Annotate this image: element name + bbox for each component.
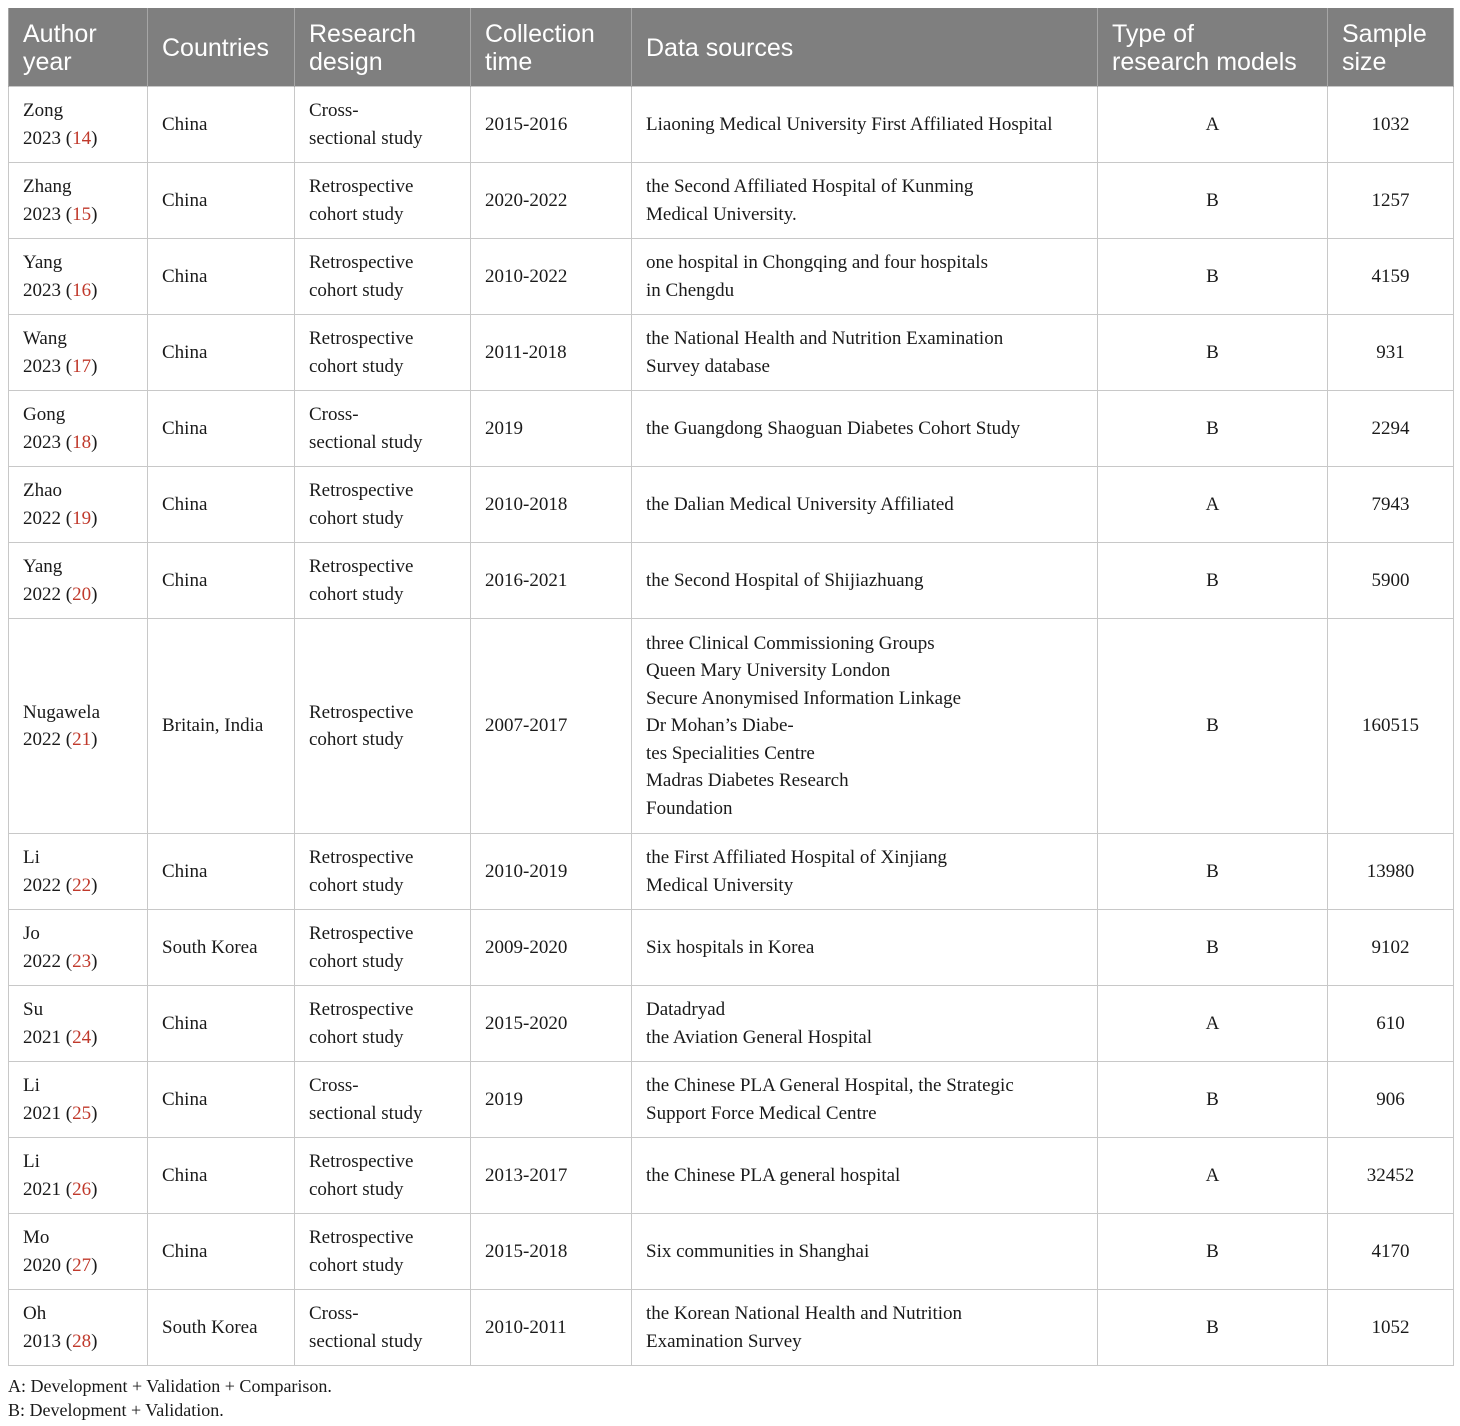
- cell-author-year: [9, 619, 148, 834]
- cell-model-type: A: [1098, 1138, 1328, 1214]
- cell-research-design: [295, 543, 471, 619]
- reference-number: 17: [72, 355, 92, 377]
- header-label-line: Research: [309, 20, 416, 48]
- cell-sample-size: 610: [1328, 986, 1454, 1062]
- cell-country: China: [148, 1214, 295, 1290]
- header-label-line: Sample: [1342, 20, 1427, 48]
- header-label-line: research models: [1112, 48, 1297, 76]
- year-value: 2023: [23, 355, 61, 377]
- year-line: 2022 (19): [23, 507, 98, 529]
- cell-sample-size: 906: [1328, 1062, 1454, 1138]
- author-name: Gong: [23, 404, 66, 425]
- cell-model-type: B: [1098, 315, 1328, 391]
- year-line: 2021 (24): [23, 1026, 98, 1048]
- header-countries: [148, 8, 295, 87]
- design-line: Retrospective: [309, 1151, 414, 1172]
- author-name: Su: [23, 999, 44, 1020]
- cell-model-type: B: [1098, 163, 1328, 239]
- cell-data-sources: [632, 163, 1098, 239]
- source-line: tes Specialities Centre: [646, 742, 815, 764]
- year-value: 2023: [23, 279, 61, 301]
- header-research-design: [295, 8, 471, 87]
- cell-country: China: [148, 834, 295, 910]
- footnote-a: A: Development + Validation + Comparison.: [8, 1376, 332, 1396]
- cell-data-sources: [632, 239, 1098, 315]
- cell-sample-size: 32452: [1328, 1138, 1454, 1214]
- cell-collection-time: 2015-2016: [471, 87, 632, 163]
- cell-data-sources: [632, 87, 1098, 163]
- reference-number: 25: [72, 1102, 92, 1124]
- design-line: Retrospective: [309, 923, 414, 944]
- cell-model-type: B: [1098, 910, 1328, 986]
- table-row: [9, 163, 1454, 239]
- table-row: [9, 619, 1454, 834]
- design-line: cohort study: [309, 950, 404, 972]
- reference-number: 18: [72, 431, 92, 453]
- source-line: the Korean National Health and Nutrition: [646, 1303, 963, 1324]
- table-body: [9, 87, 1454, 1366]
- author-name: Wang: [23, 328, 67, 349]
- author-name: Yang: [23, 556, 63, 577]
- header-label-line: Type of: [1112, 20, 1194, 48]
- cell-data-sources: [632, 1214, 1098, 1290]
- cell-author-year: [9, 87, 148, 163]
- source-line: Secure Anonymised Information Linkage: [646, 687, 962, 709]
- year-value: 2022: [23, 950, 61, 972]
- cell-model-type: B: [1098, 391, 1328, 467]
- year-line: 2021 (25): [23, 1102, 98, 1124]
- cell-data-sources: [632, 834, 1098, 910]
- year-line: 2023 (14): [23, 127, 98, 149]
- source-line: in Chengdu: [646, 279, 735, 301]
- cell-research-design: [295, 467, 471, 543]
- cell-author-year: [9, 467, 148, 543]
- cell-model-type: B: [1098, 543, 1328, 619]
- table-row: [9, 543, 1454, 619]
- cell-sample-size: 1052: [1328, 1290, 1454, 1366]
- cell-data-sources: [632, 467, 1098, 543]
- cell-collection-time: 2010-2019: [471, 834, 632, 910]
- header-author-year: [9, 8, 148, 87]
- year-line: 2023 (17): [23, 355, 98, 377]
- source-line: Six hospitals in Korea: [646, 936, 815, 958]
- year-line: 2022 (23): [23, 950, 98, 972]
- studies-table: [8, 8, 1454, 1366]
- cell-data-sources: [632, 391, 1098, 467]
- reference-number: 15: [72, 203, 92, 225]
- cell-research-design: [295, 315, 471, 391]
- year-value: 2022: [23, 507, 61, 529]
- design-line: sectional study: [309, 127, 423, 149]
- cell-author-year: [9, 315, 148, 391]
- header-label-line: design: [309, 48, 383, 76]
- source-line: three Clinical Commissioning Groups: [646, 632, 935, 654]
- reference-number: 16: [72, 279, 92, 301]
- author-name: Yang: [23, 252, 63, 273]
- source-line: the Chinese PLA General Hospital, the Strategic: [646, 1075, 1014, 1096]
- source-line: the Second Hospital of Shijiazhuang: [646, 569, 924, 591]
- table-row: [9, 1290, 1454, 1366]
- source-line: Medical University: [646, 874, 794, 896]
- year-line: 2022 (21): [23, 729, 98, 750]
- cell-author-year: [9, 1062, 148, 1138]
- cell-model-type: B: [1098, 1062, 1328, 1138]
- cell-model-type: A: [1098, 467, 1328, 543]
- header-sample-size: [1328, 8, 1454, 87]
- cell-research-design: [295, 1138, 471, 1214]
- design-line: cohort study: [309, 583, 404, 605]
- source-line: one hospital in Chongqing and four hospitals: [646, 252, 988, 273]
- design-line: cohort study: [309, 203, 404, 225]
- table-row: [9, 315, 1454, 391]
- header-label-line: Data sources: [646, 34, 794, 62]
- source-line: the Chinese PLA general hospital: [646, 1164, 901, 1186]
- source-line: Queen Mary University London: [646, 660, 891, 682]
- year-line: 2013 (28): [23, 1330, 98, 1352]
- cell-country: China: [148, 1062, 295, 1138]
- cell-model-type: B: [1098, 1290, 1328, 1366]
- author-name: Li: [23, 1075, 40, 1096]
- author-name: Li: [23, 847, 40, 868]
- table-row: [9, 87, 1454, 163]
- header-label-line: Author: [23, 20, 97, 48]
- table-row: [9, 239, 1454, 315]
- author-name: Li: [23, 1151, 40, 1172]
- reference-number: 22: [72, 874, 92, 896]
- design-line: Cross-: [309, 1075, 359, 1096]
- cell-country: China: [148, 986, 295, 1062]
- cell-collection-time: 2010-2018: [471, 467, 632, 543]
- year-line: 2022 (20): [23, 583, 98, 605]
- source-line: Datadryad: [646, 999, 726, 1020]
- cell-research-design: [295, 87, 471, 163]
- source-line: the Second Affiliated Hospital of Kunming: [646, 176, 974, 197]
- cell-sample-size: 7943: [1328, 467, 1454, 543]
- table-row: [9, 910, 1454, 986]
- cell-data-sources: [632, 543, 1098, 619]
- design-line: Cross-: [309, 1303, 359, 1324]
- cell-country: China: [148, 239, 295, 315]
- cell-country: China: [148, 1138, 295, 1214]
- source-line: the First Affiliated Hospital of Xinjiang: [646, 847, 947, 868]
- design-line: Retrospective: [309, 701, 414, 723]
- table-row: [9, 391, 1454, 467]
- author-name: Zong: [23, 100, 64, 121]
- cell-data-sources: [632, 1290, 1098, 1366]
- cell-collection-time: 2011-2018: [471, 315, 632, 391]
- table-container: [8, 8, 1453, 1422]
- source-line: the National Health and Nutrition Examination: [646, 328, 1004, 349]
- design-line: cohort study: [309, 355, 404, 377]
- author-name: Oh: [23, 1303, 47, 1324]
- cell-author-year: [9, 239, 148, 315]
- author-name: Nugawela: [23, 701, 101, 723]
- author-name: Zhang: [23, 176, 72, 197]
- cell-collection-time: 2020-2022: [471, 163, 632, 239]
- year-value: 2021: [23, 1026, 61, 1048]
- reference-number: 20: [72, 583, 92, 605]
- cell-collection-time: 2010-2022: [471, 239, 632, 315]
- design-line: Retrospective: [309, 1227, 414, 1248]
- source-line: the Guangdong Shaoguan Diabetes Cohort Study: [646, 417, 1021, 439]
- cell-collection-time: 2015-2020: [471, 986, 632, 1062]
- reference-number: 21: [72, 729, 92, 750]
- cell-research-design: [295, 619, 471, 834]
- year-value: 2020: [23, 1254, 61, 1276]
- header-row: [9, 8, 1454, 87]
- cell-research-design: [295, 1062, 471, 1138]
- header-label-line: year: [23, 48, 72, 76]
- cell-data-sources: [632, 1062, 1098, 1138]
- source-line: Medical University.: [646, 203, 797, 225]
- design-line: Retrospective: [309, 176, 414, 197]
- source-line: Dr Mohan’s Diabe-: [646, 715, 794, 737]
- cell-collection-time: 2016-2021: [471, 543, 632, 619]
- year-line: 2022 (22): [23, 874, 98, 896]
- cell-model-type: B: [1098, 834, 1328, 910]
- header-label-line: size: [1342, 48, 1387, 76]
- cell-data-sources: [632, 315, 1098, 391]
- year-value: 2023: [23, 127, 61, 149]
- cell-sample-size: 4170: [1328, 1214, 1454, 1290]
- design-line: cohort study: [309, 1254, 404, 1276]
- reference-number: 28: [72, 1330, 92, 1352]
- cell-country: Britain, India: [148, 619, 295, 834]
- author-name: Zhao: [23, 480, 63, 501]
- cell-research-design: [295, 834, 471, 910]
- cell-collection-time: 2007-2017: [471, 619, 632, 834]
- cell-author-year: [9, 391, 148, 467]
- year-value: 2021: [23, 1102, 61, 1124]
- design-line: Cross-: [309, 404, 359, 425]
- cell-research-design: [295, 910, 471, 986]
- design-line: Retrospective: [309, 480, 414, 501]
- source-line: Six communities in Shanghai: [646, 1240, 870, 1262]
- year-value: 2023: [23, 203, 61, 225]
- table-row: [9, 986, 1454, 1062]
- design-line: sectional study: [309, 1330, 423, 1352]
- year-value: 2022: [23, 729, 61, 750]
- cell-author-year: [9, 986, 148, 1062]
- cell-collection-time: 2019: [471, 1062, 632, 1138]
- cell-sample-size: 160515: [1328, 619, 1454, 834]
- header-data-sources: [632, 8, 1098, 87]
- reference-number: 27: [72, 1254, 92, 1276]
- year-line: 2023 (18): [23, 431, 98, 453]
- reference-number: 24: [72, 1026, 92, 1048]
- cell-sample-size: 4159: [1328, 239, 1454, 315]
- cell-author-year: [9, 1138, 148, 1214]
- footnotes: [8, 1374, 1453, 1422]
- cell-research-design: [295, 163, 471, 239]
- reference-number: 23: [72, 950, 92, 972]
- year-value: 2013: [23, 1330, 61, 1352]
- design-line: Retrospective: [309, 999, 414, 1020]
- header-label-line: Collection: [485, 20, 595, 48]
- source-line: Foundation: [646, 797, 733, 819]
- header-label-line: Countries: [162, 34, 269, 62]
- cell-sample-size: 931: [1328, 315, 1454, 391]
- cell-data-sources: [632, 619, 1098, 834]
- design-line: cohort study: [309, 279, 404, 301]
- cell-model-type: B: [1098, 239, 1328, 315]
- author-name: Mo: [23, 1227, 50, 1248]
- cell-sample-size: 9102: [1328, 910, 1454, 986]
- footnote-b: B: Development + Validation.: [8, 1400, 224, 1420]
- cell-sample-size: 13980: [1328, 834, 1454, 910]
- cell-collection-time: 2010-2011: [471, 1290, 632, 1366]
- cell-country: China: [148, 391, 295, 467]
- cell-author-year: [9, 1214, 148, 1290]
- source-line: Survey database: [646, 355, 770, 377]
- cell-research-design: [295, 1290, 471, 1366]
- cell-research-design: [295, 391, 471, 467]
- year-value: 2023: [23, 431, 61, 453]
- cell-collection-time: 2015-2018: [471, 1214, 632, 1290]
- cell-data-sources: [632, 986, 1098, 1062]
- source-line: Support Force Medical Centre: [646, 1102, 877, 1124]
- design-line: cohort study: [309, 1026, 404, 1048]
- design-line: cohort study: [309, 1178, 404, 1200]
- cell-country: China: [148, 87, 295, 163]
- cell-research-design: [295, 1214, 471, 1290]
- design-line: cohort study: [309, 874, 404, 896]
- design-line: Retrospective: [309, 847, 414, 868]
- cell-collection-time: 2019: [471, 391, 632, 467]
- design-line: Retrospective: [309, 328, 414, 349]
- cell-model-type: A: [1098, 986, 1328, 1062]
- source-line: Examination Survey: [646, 1330, 802, 1352]
- cell-model-type: B: [1098, 619, 1328, 834]
- design-line: cohort study: [309, 729, 404, 750]
- cell-collection-time: 2009-2020: [471, 910, 632, 986]
- year-value: 2021: [23, 1178, 61, 1200]
- cell-sample-size: 1032: [1328, 87, 1454, 163]
- cell-research-design: [295, 986, 471, 1062]
- year-value: 2022: [23, 874, 61, 896]
- cell-author-year: [9, 543, 148, 619]
- header-collection-time: [471, 8, 632, 87]
- year-value: 2022: [23, 583, 61, 605]
- table-row: [9, 1062, 1454, 1138]
- table-row: [9, 1214, 1454, 1290]
- cell-research-design: [295, 239, 471, 315]
- cell-author-year: [9, 1290, 148, 1366]
- cell-country: China: [148, 467, 295, 543]
- cell-country: China: [148, 543, 295, 619]
- cell-author-year: [9, 910, 148, 986]
- design-line: cohort study: [309, 507, 404, 529]
- source-line: Madras Diabetes Research: [646, 770, 849, 792]
- reference-number: 14: [72, 127, 92, 149]
- year-line: 2020 (27): [23, 1254, 98, 1276]
- cell-model-type: A: [1098, 87, 1328, 163]
- cell-sample-size: 1257: [1328, 163, 1454, 239]
- cell-author-year: [9, 163, 148, 239]
- cell-author-year: [9, 834, 148, 910]
- source-line: the Dalian Medical University Affiliated: [646, 493, 954, 515]
- design-line: sectional study: [309, 431, 423, 453]
- cell-country: China: [148, 315, 295, 391]
- cell-country: South Korea: [148, 1290, 295, 1366]
- header-model-type: [1098, 8, 1328, 87]
- design-line: sectional study: [309, 1102, 423, 1124]
- source-line: the Aviation General Hospital: [646, 1026, 873, 1048]
- reference-number: 26: [72, 1178, 92, 1200]
- cell-collection-time: 2013-2017: [471, 1138, 632, 1214]
- table-row: [9, 1138, 1454, 1214]
- design-line: Retrospective: [309, 556, 414, 577]
- author-name: Jo: [23, 923, 40, 944]
- header-label-line: time: [485, 48, 533, 76]
- table-row: [9, 467, 1454, 543]
- source-line: Liaoning Medical University First Affiliated Hospital: [646, 113, 1053, 135]
- cell-data-sources: [632, 910, 1098, 986]
- table-row: [9, 834, 1454, 910]
- cell-data-sources: [632, 1138, 1098, 1214]
- cell-sample-size: 5900: [1328, 543, 1454, 619]
- reference-number: 19: [72, 507, 92, 529]
- cell-model-type: B: [1098, 1214, 1328, 1290]
- cell-sample-size: 2294: [1328, 391, 1454, 467]
- cell-country: South Korea: [148, 910, 295, 986]
- year-line: 2023 (16): [23, 279, 98, 301]
- cell-country: China: [148, 163, 295, 239]
- design-line: Cross-: [309, 100, 359, 121]
- year-line: 2023 (15): [23, 203, 98, 225]
- year-line: 2021 (26): [23, 1178, 98, 1200]
- design-line: Retrospective: [309, 252, 414, 273]
